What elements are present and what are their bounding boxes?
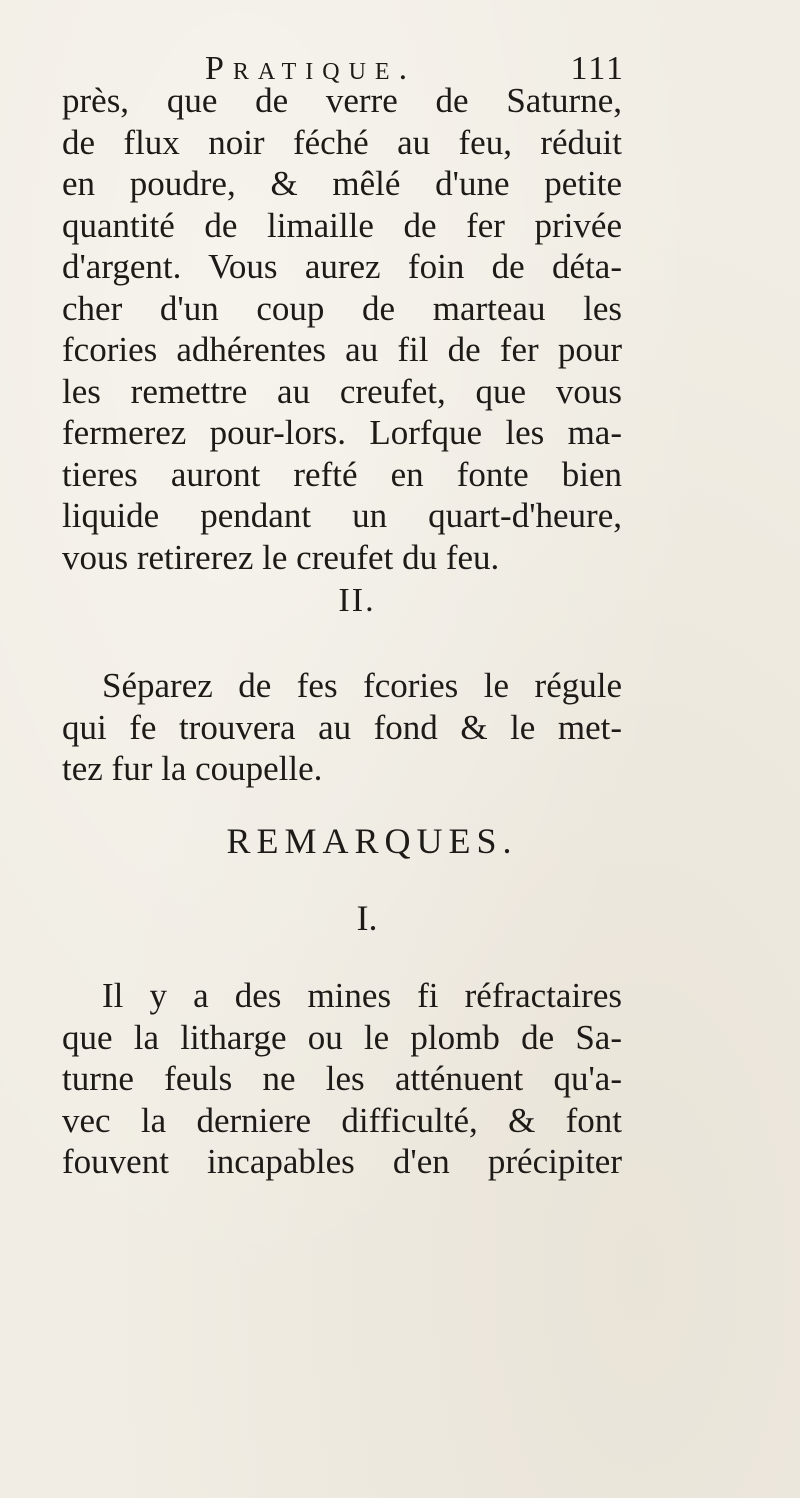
text-line: fcories adhérentes au fil de fer pour	[62, 330, 622, 369]
text-line: vous retirerez le creufet du feu.	[62, 537, 500, 577]
page-number: 111	[570, 50, 625, 87]
text-line: en poudre, & mêlé d'une petite	[62, 164, 622, 203]
paragraph-section-ii	[62, 665, 622, 790]
text-line: fouvent incapables d'en précipiter	[62, 1142, 622, 1181]
text-line: tez fur la coupelle.	[62, 749, 323, 788]
text-line: que la litharge ou le plomb de Sa-	[62, 1017, 622, 1057]
text-line: d'argent. Vous aurez foin de déta-	[62, 247, 622, 286]
text-line: Il y a des mines fi réfractaires	[102, 976, 622, 1015]
running-head: Pratique.	[205, 50, 417, 87]
text-line: tieres auront refté en fonte bien	[62, 454, 622, 494]
text-line: turne feuls ne les atténuent qu'a-	[62, 1059, 622, 1098]
text-line: vec la derniere difficulté, & font	[62, 1100, 622, 1140]
remarques-heading: REMARQUES.	[226, 821, 518, 861]
paragraph-continued	[62, 80, 622, 578]
text-line: cher d'un coup de marteau les	[62, 288, 622, 328]
text-line: quantité de limaille de fer privée	[62, 205, 622, 245]
text-line: près, que de verre de Saturne,	[62, 81, 622, 120]
paragraph-remark-i	[62, 975, 622, 1183]
text-line: Séparez de fes fcories le régule	[102, 666, 622, 705]
text-line: les remettre au creufet, que vous	[62, 371, 622, 411]
text-line: qui fe trouvera au fond & le met-	[62, 707, 622, 747]
text-line: liquide pendant un quart-d'heure,	[62, 496, 622, 535]
text-line: fermerez pour-lors. Lorfque les ma-	[62, 413, 622, 452]
section-heading-ii: II.	[338, 582, 376, 619]
text-line: de flux noir féché au feu, réduit	[62, 122, 622, 162]
section-heading-i: I.	[356, 898, 378, 938]
